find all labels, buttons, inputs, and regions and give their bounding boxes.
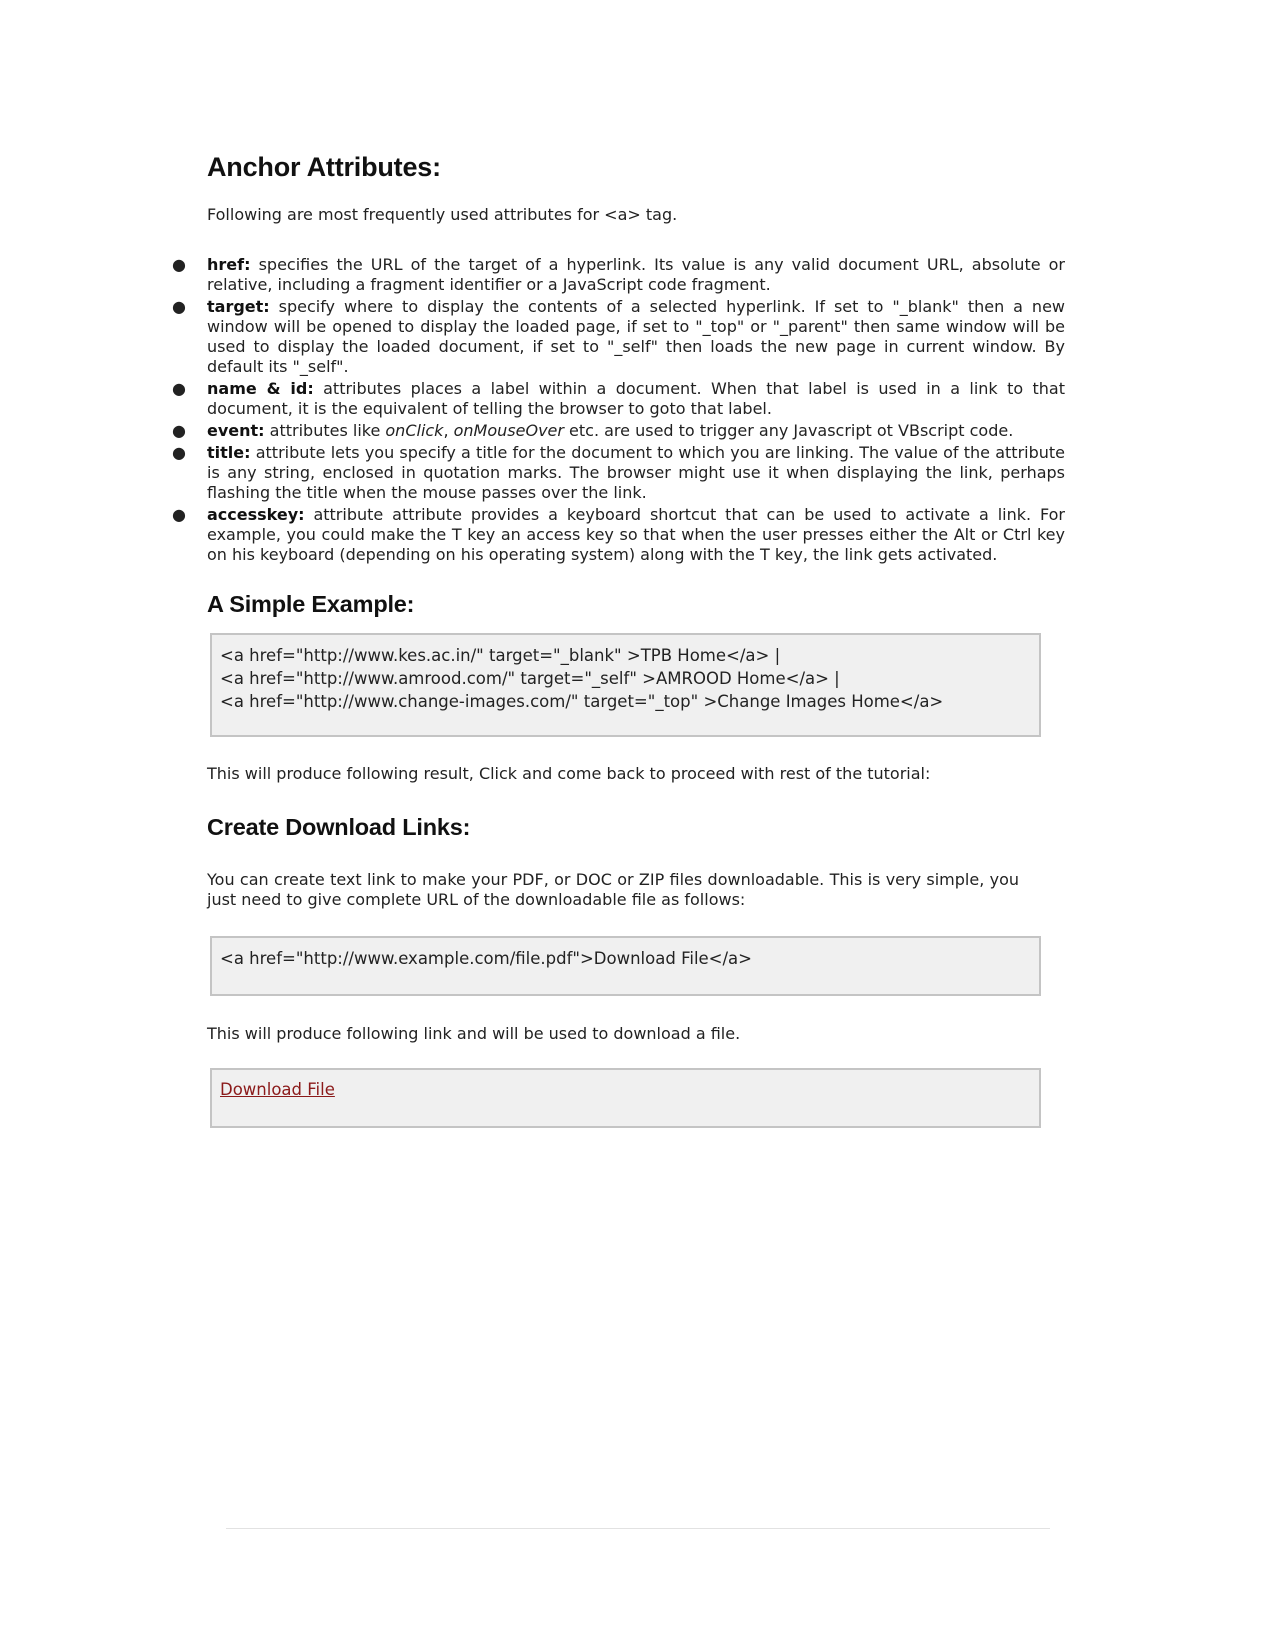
desc-target: specify where to display the contents of a selected hyperlink. If set to "_blank" then a new window will be opened to display the loaded page, if set to "_top" or "_parent" then same window will be used to display the loaded document, if set to "_self" then loads the new page in current window. By default its "_self". (207, 297, 1065, 376)
desc-event-part3: etc. are used to trigger any Javascript ot VBscript code. (563, 421, 1014, 440)
code-line: <a href="http://www.change-images.com/" target="_top" >Change Images Home</a> (220, 692, 944, 711)
desc-event-part1: attributes like (264, 421, 386, 440)
term-href: href: (207, 255, 251, 274)
term-target: target: (207, 297, 270, 316)
list-item-accesskey (172, 505, 1065, 565)
code-line: <a href="http://www.example.com/file.pdf">Download File</a> (220, 949, 752, 968)
document-page (172, 150, 1066, 1128)
desc-accesskey: attribute attribute provides a keyboard shortcut that can be used to activate a link. For example, you could make the T key an access key so that when the user presses either the Alt or Ctrl key on his keyboard (depending on his operating system) along with the T key, the link gets activated. (207, 505, 1065, 564)
list-item-event (172, 421, 1065, 441)
list-item-name-id (172, 379, 1066, 419)
download-file-link[interactable]: Download File (220, 1080, 335, 1099)
bullet-icon: ● (172, 255, 186, 274)
term-accesskey: accesskey: (207, 505, 305, 524)
code-line: <a href="http://www.amrood.com/" target="_self" >AMROOD Home</a> | (220, 669, 840, 688)
download-links-intro: You can create text link to make your PDF, or DOC or ZIP files downloadable. This is very simple, you just need to give complete URL of the downloadable file as follows: (207, 870, 1019, 909)
anchor-attributes-intro: Following are most frequently used attributes for <a> tag. (207, 205, 678, 224)
heading-anchor-attributes: Anchor Attributes: (207, 152, 441, 182)
bullet-icon: ● (172, 443, 186, 462)
desc-href: specifies the URL of the target of a hyperlink. Its value is any valid document URL, absolute or relative, including a fragment identifier or a JavaScript code fragment. (207, 255, 1065, 294)
code-box-download (210, 936, 1041, 996)
code-box-simple-example (210, 633, 1041, 737)
heading-simple-example: A Simple Example: (207, 591, 415, 617)
bullet-icon: ● (172, 421, 186, 440)
desc-event-onmouseover: onMouseOver (453, 421, 564, 440)
bullet-icon: ● (172, 505, 186, 524)
desc-event-part2: , (443, 421, 454, 440)
bullet-icon: ● (172, 379, 186, 398)
footer-divider (226, 1528, 1050, 1529)
desc-event-onclick: onClick (385, 421, 444, 440)
desc-title: attribute lets you specify a title for the document to which you are linking. The value of the attribute is any string, enclosed in quotation marks. The browser might use it when displaying the link, perhaps flashing the title when the mouse passes over the link. (207, 443, 1065, 502)
desc-name-id: attributes places a label within a document. When that label is used in a link to that document, it is the equivalent of telling the browser to goto that label. (207, 379, 1066, 418)
list-item-title (172, 443, 1065, 503)
term-title: title: (207, 443, 251, 462)
term-name-id: name & id: (207, 379, 314, 398)
bullet-icon: ● (172, 297, 186, 316)
list-item-href (172, 255, 1065, 295)
heading-create-download-links: Create Download Links: (207, 814, 471, 840)
result-box-download (210, 1068, 1041, 1128)
term-event: event: (207, 421, 265, 440)
list-item-target (172, 297, 1065, 377)
attributes-list (172, 255, 1066, 565)
download-result-text: This will produce following link and will be used to download a file. (207, 1024, 741, 1043)
simple-example-result-text: This will produce following result, Click and come back to proceed with rest of the tutorial: (207, 764, 931, 783)
code-line: <a href="http://www.kes.ac.in/" target="_blank" >TPB Home</a> | (220, 646, 781, 665)
